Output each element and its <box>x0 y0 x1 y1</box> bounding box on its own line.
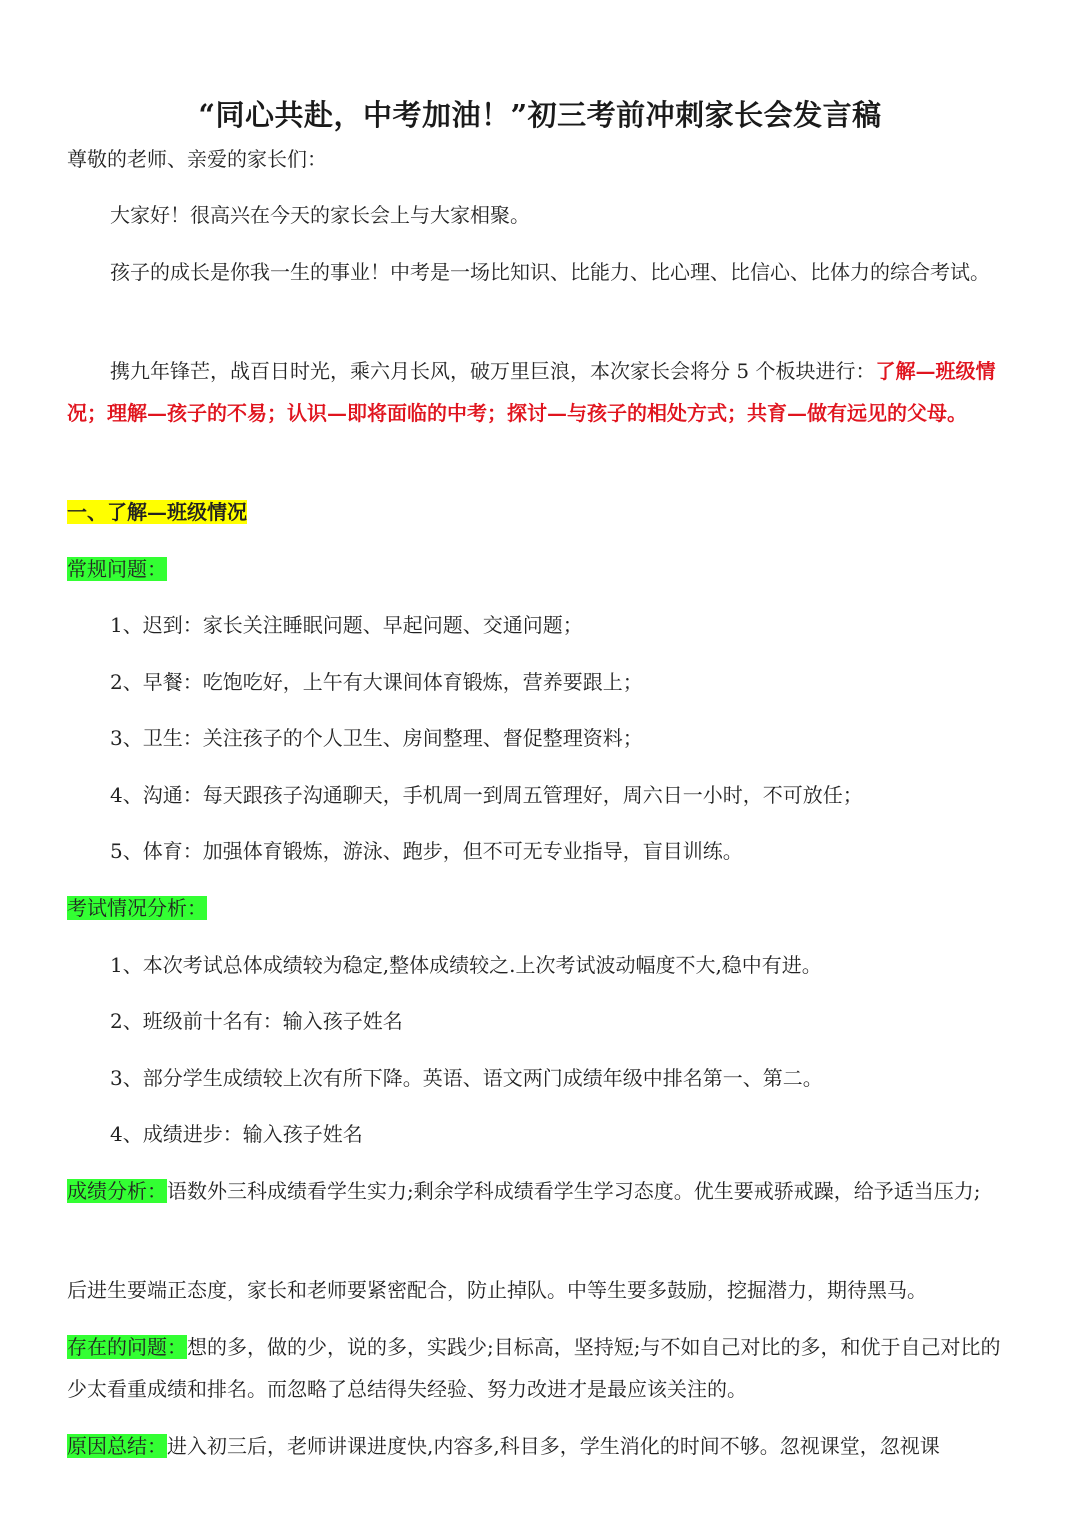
document-title: “同心共赴，中考加油！”初三考前冲刺家长会发言稿 <box>198 98 882 133</box>
routine-item: 4、沟通：每天跟孩子沟通聊天，手机周一到周五管理好，周六日一小时，不可放任； <box>110 783 863 807</box>
reasons-text: 进入初三后，老师讲课进度快,内容多,科目多，学生消化的时间不够。忽视课堂，忽视课 <box>167 1434 940 1458</box>
problems-text: 想的多，做的少，说的多，实践少;目标高，坚持短;与不如自己对比的多，和优于自己对比的少太看重成绩和排名。而忽略了总结得失经验、努力改进才是最应该关注的。 <box>67 1335 1001 1401</box>
routine-label: 常规问题： <box>67 557 167 581</box>
score-analysis-paragraph <box>67 1170 1017 1212</box>
routine-heading <box>67 548 1017 590</box>
intro-modules-highlight: 了解—班级情况；理解—孩子的不易；认识—即将面临的中考；探讨—与孩子的相处方式；共育—做有远见的父母。 <box>67 359 996 425</box>
intro-text: 携九年锋芒，战百日时光，乘六月长风，破万里巨浪，本次家长会将分 5 个板块进行： <box>110 359 876 383</box>
exam-label: 考试情况分析： <box>67 896 207 920</box>
routine-item: 2、早餐：吃饱吃好，上午有大课间体育锻炼，营养要跟上； <box>110 670 643 694</box>
section-heading-1-text: 一、了解—班级情况 <box>67 500 247 524</box>
exam-item: 2、班级前十名有：输入孩子姓名 <box>110 1009 403 1033</box>
routine-item: 1、迟到：家长关注睡眠问题、早起问题、交通问题； <box>110 613 583 637</box>
exam-heading <box>67 887 1017 929</box>
routine-item: 5、体育：加强体育锻炼，游泳、跑步，但不可无专业指导，盲目训练。 <box>110 839 743 863</box>
problems-paragraph <box>67 1326 1017 1410</box>
reasons-paragraph <box>67 1425 1017 1467</box>
exam-item: 4、成绩进步：输入孩子姓名 <box>110 1122 363 1146</box>
routine-item: 3、卫生：关注孩子的个人卫生、房间整理、督促整理资料； <box>110 726 643 750</box>
exam-item: 3、部分学生成绩较上次有所下降。英语、语文两门成绩年级中排名第一、第二。 <box>110 1066 823 1090</box>
problems-label: 存在的问题： <box>67 1335 187 1359</box>
exam-item: 1、本次考试总体成绩较为稳定,整体成绩较之.上次考试波动幅度不大,稳中有进。 <box>110 953 822 977</box>
greeting: 尊敬的老师、亲爱的家长们： <box>67 147 327 171</box>
score-text: 语数外三科成绩看学生实力;剩余学科成绩看学生学习态度。优生要戒骄戒躁，给予适当压力; <box>167 1179 981 1203</box>
section-heading-1 <box>67 491 1017 533</box>
hello-paragraph: 大家好！很高兴在今天的家长会上与大家相聚。 <box>110 203 530 227</box>
reasons-label: 原因总结： <box>67 1434 167 1458</box>
score-label: 成绩分析： <box>67 1179 167 1203</box>
intro-paragraph <box>67 350 1017 434</box>
score-analysis-continued: 后进生要端正态度，家长和老师要紧密配合，防止掉队。中等生要多鼓励，挖掘潜力，期待黑马。 <box>67 1278 927 1302</box>
growth-paragraph: 孩子的成长是你我一生的事业！中考是一场比知识、比能力、比心理、比信心、比体力的综合考试。 <box>110 260 990 284</box>
